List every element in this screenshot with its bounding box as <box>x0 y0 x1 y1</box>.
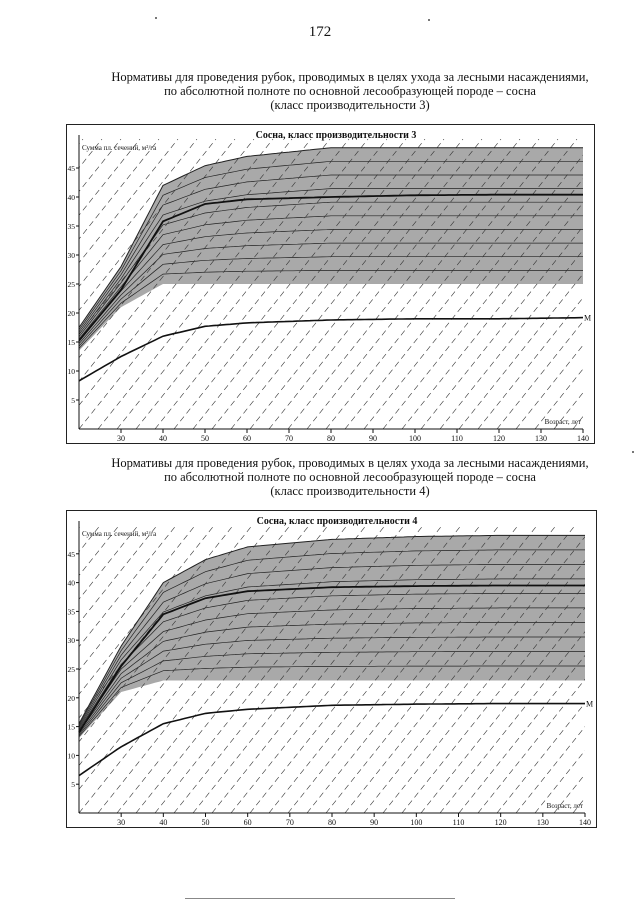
x-tick-label: 130 <box>535 434 547 443</box>
hatch-line <box>592 139 594 429</box>
x-tick-label: 90 <box>370 818 379 827</box>
scan-speck <box>155 17 157 19</box>
y-tick-label: 15 <box>67 338 75 347</box>
x-tick-label: 100 <box>410 818 423 827</box>
x-tick-label: 30 <box>117 818 126 827</box>
growth-chart-class-3 <box>67 125 594 443</box>
caption-line: по абсолютной полноте по основной лесообразующей породе – сосна <box>164 470 536 484</box>
y-tick-label: 20 <box>67 693 75 703</box>
hatch-line <box>592 525 596 813</box>
caption-line: (класс производительности 4) <box>270 484 430 498</box>
x-tick-label: 90 <box>369 434 377 443</box>
curve-m <box>79 318 583 381</box>
y-axis-label: Сумма пл. сечений, м²/га <box>82 144 157 152</box>
x-tick-label: 80 <box>328 818 336 827</box>
x-axis-label: Возраст, лет <box>546 802 583 810</box>
y-tick-label: 10 <box>67 367 75 376</box>
x-tick-label: 40 <box>159 434 167 443</box>
x-tick-label: 30 <box>117 434 125 443</box>
x-tick-label: 50 <box>201 818 210 827</box>
scan-edge-line <box>185 898 455 899</box>
y-tick-label: 10 <box>67 751 75 761</box>
x-tick-label: 70 <box>285 818 294 827</box>
caption-line: Нормативы для проведения рубок, проводимых в целях ухода за лесными насаждениями, <box>111 456 589 470</box>
x-tick-label: 40 <box>159 818 168 827</box>
y-tick-label: 20 <box>67 309 75 318</box>
y-tick-label: 45 <box>67 164 75 173</box>
x-tick-label: 140 <box>579 818 591 827</box>
y-tick-label: 30 <box>67 251 75 260</box>
y-tick-label: 45 <box>67 549 75 559</box>
chart-caption-2 <box>60 456 640 498</box>
chart-panel-class-3 <box>66 124 595 444</box>
curve-m-label: М <box>584 313 592 323</box>
x-tick-label: 70 <box>285 434 293 443</box>
page-number: 172 <box>308 24 332 40</box>
chart-title: Сосна, класс производительности 3 <box>255 130 417 141</box>
curve-m <box>79 704 585 776</box>
x-tick-label: 60 <box>243 818 252 827</box>
x-tick-label: 130 <box>536 818 549 827</box>
y-tick-label: 15 <box>67 722 75 732</box>
caption-line: по абсолютной полноте по основной лесообразующей породе – сосна <box>164 84 536 98</box>
scan-speck <box>632 451 634 453</box>
caption-line: (класс производительности 3) <box>270 98 430 112</box>
caption-line: Нормативы для проведения рубок, проводимых в целях ухода за лесными насаждениями, <box>111 70 589 84</box>
x-tick-label: 100 <box>409 434 421 443</box>
chart-caption-1 <box>60 70 640 112</box>
x-tick-label: 120 <box>494 818 507 827</box>
y-axis-label: Сумма пл. сечений, м²/га <box>82 530 157 538</box>
y-tick-label: 5 <box>71 396 75 405</box>
y-tick-label: 5 <box>71 780 75 790</box>
y-tick-label: 40 <box>67 578 75 588</box>
x-tick-label: 120 <box>493 434 505 443</box>
chart-panel-class-4 <box>66 510 597 828</box>
y-tick-label: 35 <box>67 222 75 231</box>
y-tick-label: 40 <box>67 193 75 202</box>
y-tick-label: 25 <box>67 280 75 289</box>
y-tick-label: 25 <box>67 665 75 674</box>
x-tick-label: 80 <box>327 434 335 443</box>
x-tick-label: 110 <box>451 434 463 443</box>
y-tick-label: 30 <box>67 636 75 646</box>
chart-title: Сосна, класс производительности 4 <box>256 516 418 527</box>
growth-chart-class-4 <box>67 511 596 827</box>
scan-speck <box>428 19 430 21</box>
x-tick-label: 60 <box>243 434 251 443</box>
x-tick-label: 110 <box>452 818 465 827</box>
x-tick-label: 50 <box>201 434 209 443</box>
x-axis-label: Возраст, лет <box>544 418 581 426</box>
y-tick-label: 35 <box>67 607 75 617</box>
curve-m-label: М <box>586 699 594 709</box>
x-tick-label: 140 <box>577 434 589 443</box>
